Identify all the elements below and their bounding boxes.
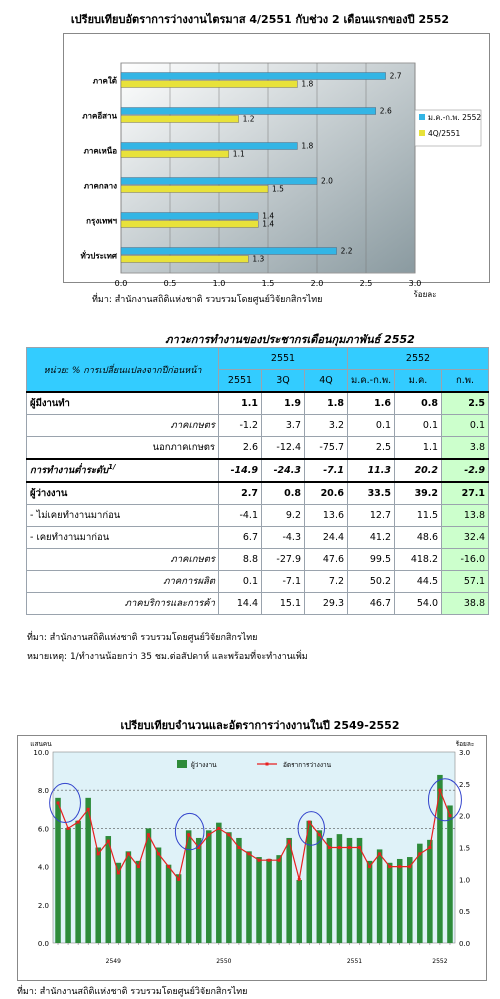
chart1-horizontal-bar-chart — [63, 33, 490, 299]
x-tick-label: 1.0 — [212, 279, 226, 288]
table-cell: 0.1 — [395, 415, 442, 437]
bar — [156, 848, 162, 944]
table-cell: -4.3 — [262, 527, 305, 549]
col-header: ก.พ. — [442, 370, 489, 393]
footnote-marker: 1/ — [108, 462, 116, 471]
row-label: ภาคการผลิต — [27, 571, 219, 593]
bar-value-label: 1.1 — [232, 149, 245, 159]
table-row — [27, 549, 489, 571]
category-label: กรุงเทพฯ — [86, 216, 117, 226]
legend-swatch — [177, 760, 187, 768]
line-point — [227, 833, 230, 836]
col-header: 2551 — [219, 370, 262, 393]
left-tick-label: 4.0 — [37, 863, 49, 872]
table-cell: 14.4 — [219, 593, 262, 615]
bar — [121, 178, 317, 185]
category-label: ภาคใต้ — [92, 76, 117, 86]
bar — [121, 81, 297, 88]
line-point — [107, 840, 110, 843]
category-label: ภาคกลาง — [83, 181, 117, 191]
line-point — [388, 865, 391, 868]
bar — [447, 805, 453, 943]
bar — [196, 838, 202, 943]
row-label: นอกภาคเกษตร — [27, 437, 219, 460]
line-point — [247, 852, 250, 855]
year-label: 2552 — [432, 958, 448, 965]
row-label: การทำงานต่ำระดับ$^{1/}$ — [27, 459, 219, 482]
legend-swatch — [419, 130, 425, 136]
bar — [166, 865, 172, 943]
table-cell: 6.7 — [219, 527, 262, 549]
table-cell: -7.1 — [262, 571, 305, 593]
bar — [276, 855, 282, 943]
table-cell: 50.2 — [348, 571, 395, 593]
table-cell: 32.4 — [442, 527, 489, 549]
year-2551-header: 2551 — [219, 348, 348, 370]
table-row — [27, 459, 489, 482]
left-tick-label: 6.0 — [37, 825, 49, 834]
line-point — [177, 878, 180, 881]
table-cell: 29.3 — [305, 593, 348, 615]
row-label: ภาคบริการและการค้า — [27, 593, 219, 615]
col-header: ม.ค.-ก.พ. — [348, 370, 395, 393]
table-cell: -75.7 — [305, 437, 348, 460]
right-tick-label: 3.0 — [459, 749, 471, 757]
table-title: ภาวะการทำงานของประชากรเดือนกุมภาพันธ์ 2552 — [165, 333, 415, 346]
legend-label: 4Q/2551 — [428, 129, 461, 138]
table-row — [27, 505, 489, 527]
bar-value-label: 1.5 — [272, 184, 284, 194]
line-point — [258, 859, 261, 862]
line-point — [358, 846, 361, 849]
left-tick-label: 10.0 — [33, 749, 49, 757]
bar — [226, 832, 232, 943]
line-point — [87, 808, 90, 811]
table-cell: 46.7 — [348, 593, 395, 615]
line-point — [418, 852, 421, 855]
row-label: - ไม่เคยทำงานมาก่อน — [27, 505, 219, 527]
table-cell: 0.1 — [219, 571, 262, 593]
legend-marker — [266, 763, 269, 766]
bar-value-label: 1.4 — [262, 211, 275, 221]
table-cell: 1.1 — [219, 392, 262, 415]
table-cell: -2.9 — [442, 459, 489, 482]
bar — [116, 863, 122, 943]
right-axis-label: ร้อยละ — [455, 740, 475, 748]
left-tick-label: 8.0 — [37, 787, 49, 796]
right-tick-label: 0.5 — [459, 908, 471, 917]
line-point — [298, 878, 301, 881]
table-cell: 12.7 — [348, 505, 395, 527]
year-label: 2549 — [105, 958, 121, 965]
left-tick-label: 0.0 — [37, 940, 49, 948]
x-tick-label: 1.5 — [261, 279, 275, 288]
bar — [126, 851, 132, 943]
bar — [417, 844, 423, 943]
table-cell: 39.2 — [395, 482, 442, 505]
legend-label: อัตราการว่างงาน — [283, 761, 332, 769]
table-cell: 13.8 — [442, 505, 489, 527]
table-cell: -7.1 — [305, 459, 348, 482]
bar — [286, 838, 292, 943]
bar — [176, 874, 182, 943]
table-row — [27, 482, 489, 505]
bar — [121, 108, 376, 115]
table-cell: 8.8 — [219, 549, 262, 571]
table-cell: 99.5 — [348, 549, 395, 571]
table-row — [27, 527, 489, 549]
line-point — [187, 833, 190, 836]
bar — [146, 828, 152, 943]
line-point — [77, 821, 80, 824]
table-row — [27, 415, 489, 437]
bar — [307, 821, 313, 943]
table-cell: 0.1 — [442, 415, 489, 437]
x-axis-label: ร้อยละ — [413, 290, 437, 299]
table-cell: 7.2 — [305, 571, 348, 593]
bar — [327, 838, 333, 943]
bar — [121, 186, 268, 193]
row-label: ผู้ว่างงาน — [27, 482, 219, 505]
table-cell: 24.4 — [305, 527, 348, 549]
table-cell: 13.6 — [305, 505, 348, 527]
table-cell: 2.5 — [348, 437, 395, 460]
table-cell: -12.4 — [262, 437, 305, 460]
bar — [367, 861, 373, 943]
bar — [427, 840, 433, 943]
legend-label: ผู้ว่างงาน — [191, 761, 217, 769]
right-tick-label: 1.0 — [459, 876, 471, 885]
line-point — [408, 865, 411, 868]
table-cell: 15.1 — [262, 593, 305, 615]
chart2-combo-chart — [17, 735, 487, 981]
bar — [65, 828, 71, 943]
table-cell: 48.6 — [395, 527, 442, 549]
bar-value-label: 2.0 — [321, 176, 333, 186]
row-label: ภาคเกษตร — [27, 415, 219, 437]
right-tick-label: 2.5 — [459, 780, 471, 789]
bar — [387, 863, 393, 943]
bar — [121, 73, 386, 80]
table-cell: 44.5 — [395, 571, 442, 593]
table-cell: 0.1 — [348, 415, 395, 437]
line-point — [288, 840, 291, 843]
table-note: หมายเหตุ: 1/ทำงานน้อยกว่า 35 ชม.ต่อสัปดาห์ และพร้อมที่จะทำงานเพิ่ม — [27, 652, 308, 662]
bar — [95, 848, 101, 944]
line-point — [137, 865, 140, 868]
line-point — [368, 865, 371, 868]
bar-value-label: 1.3 — [252, 254, 265, 264]
bar — [377, 849, 383, 943]
line-point — [318, 833, 321, 836]
bar — [256, 857, 262, 943]
x-tick-label: 3.0 — [408, 279, 422, 288]
table-cell: 11.5 — [395, 505, 442, 527]
table-cell: 54.0 — [395, 593, 442, 615]
bar — [121, 116, 239, 123]
table-cell: 2.7 — [219, 482, 262, 505]
table-cell: 38.8 — [442, 593, 489, 615]
plot-area — [53, 752, 455, 943]
bar — [121, 143, 297, 150]
left-axis-label: แสนคน — [30, 740, 52, 748]
line-point — [348, 846, 351, 849]
bar — [266, 859, 272, 943]
line-point — [378, 852, 381, 855]
table-cell: 0.8 — [395, 392, 442, 415]
bar — [121, 213, 258, 220]
x-tick-label: 2.0 — [310, 279, 324, 288]
line-point — [127, 852, 130, 855]
bar — [246, 851, 252, 943]
x-tick-label: 2.5 — [359, 279, 373, 288]
bar — [216, 823, 222, 943]
chart1-source: ที่มา: สำนักงานสถิติแห่งชาติ รวบรวมโดยศูนย์วิจัยกสิกรไทย — [92, 295, 323, 305]
bar-value-label: 1.4 — [262, 219, 275, 229]
bar-value-label: 1.8 — [301, 141, 314, 151]
table-cell: 3.8 — [442, 437, 489, 460]
right-tick-label: 2.0 — [459, 812, 471, 821]
bar — [296, 880, 302, 943]
table-cell: -14.9 — [219, 459, 262, 482]
bar — [337, 834, 343, 943]
bar — [236, 838, 242, 943]
x-tick-label: 0.5 — [163, 279, 177, 288]
year-label: 2551 — [346, 958, 363, 965]
x-tick-label: 0.0 — [114, 279, 128, 288]
bar — [121, 256, 248, 263]
table-cell: 11.3 — [348, 459, 395, 482]
bar-value-label: 2.2 — [340, 246, 353, 256]
table-cell: 418.2 — [395, 549, 442, 571]
bar — [347, 838, 353, 943]
year-2552-header: 2552 — [348, 348, 489, 370]
table-cell: 1.8 — [305, 392, 348, 415]
line-point — [328, 846, 331, 849]
legend-label: ม.ค.-ก.พ. 2552 — [428, 113, 482, 122]
table-cell: 2.6 — [219, 437, 262, 460]
bar — [121, 248, 337, 255]
table-cell: 20.2 — [395, 459, 442, 482]
bar — [136, 861, 142, 943]
chart2-source: ที่มา: สำนักงานสถิติแห่งชาติ รวบรวมโดยศูนย์วิจัยกสิกรไทย — [17, 987, 248, 997]
bar — [206, 830, 212, 943]
table-row — [27, 392, 489, 415]
row-label: - เคยทำงานมาก่อน — [27, 527, 219, 549]
col-header: ม.ค. — [395, 370, 442, 393]
line-point — [147, 833, 150, 836]
line-point — [157, 852, 160, 855]
bar — [121, 151, 229, 158]
col-header: 4Q — [305, 370, 348, 393]
year-label: 2550 — [216, 958, 232, 965]
table-cell: 1.1 — [395, 437, 442, 460]
table-row — [27, 593, 489, 615]
table-cell: -4.1 — [219, 505, 262, 527]
line-point — [308, 821, 311, 824]
bar — [55, 798, 61, 943]
bar-value-label: 2.6 — [379, 106, 392, 116]
table-cell: -16.0 — [442, 549, 489, 571]
line-point — [207, 833, 210, 836]
category-label: ภาคเหนือ — [83, 146, 117, 156]
table-cell: 20.6 — [305, 482, 348, 505]
table-cell: 1.6 — [348, 392, 395, 415]
col-header: 3Q — [262, 370, 305, 393]
bar — [407, 857, 413, 943]
table-row — [27, 571, 489, 593]
bar — [121, 221, 258, 228]
bar-value-label: 2.7 — [389, 71, 402, 81]
line-point — [398, 865, 401, 868]
table-cell: 57.1 — [442, 571, 489, 593]
bar — [317, 830, 323, 943]
chart1-title: เปรียบเทียบอัตราการว่างงานไตรมาส 4/2551 กับช่วง 2 เดือนแรกของปี 2552 — [70, 13, 450, 26]
line-point — [237, 846, 240, 849]
employment-table — [26, 347, 489, 615]
line-point — [428, 846, 431, 849]
line-point — [217, 827, 220, 830]
line-point — [57, 801, 60, 804]
category-label: ภาคอีสาน — [82, 111, 117, 121]
table-cell: 3.2 — [305, 415, 348, 437]
table-cell: 33.5 — [348, 482, 395, 505]
table-cell: -1.2 — [219, 415, 262, 437]
table-row — [27, 437, 489, 460]
bar-value-label: 1.8 — [301, 79, 314, 89]
row-label: ผู้มีงานทำ — [27, 392, 219, 415]
right-tick-label: 0.0 — [459, 940, 471, 948]
bar — [357, 838, 363, 943]
table-cell: 47.6 — [305, 549, 348, 571]
line-point — [438, 789, 441, 792]
legend-swatch — [419, 114, 425, 120]
bar — [106, 836, 112, 943]
bar-value-label: 1.2 — [242, 114, 255, 124]
row-label: ภาคเกษตร — [27, 549, 219, 571]
bar — [186, 830, 192, 943]
table-source: ที่มา: สำนักงานสถิติแห่งชาติ รวบรวมโดยศูนย์วิจัยกสิกรไทย — [27, 633, 258, 643]
line-point — [268, 859, 271, 862]
line-point — [67, 827, 70, 830]
line-point — [117, 871, 120, 874]
line-point — [338, 846, 341, 849]
table-cell: -27.9 — [262, 549, 305, 571]
table-cell: 2.5 — [442, 392, 489, 415]
table-cell: 3.7 — [262, 415, 305, 437]
chart2-title: เปรียบเทียบจำนวนและอัตราการว่างงานในปี 2549-2552 — [120, 719, 400, 732]
bar — [75, 821, 81, 943]
table-cell: 0.8 — [262, 482, 305, 505]
bar — [397, 859, 403, 943]
line-point — [97, 852, 100, 855]
left-tick-label: 2.0 — [37, 901, 49, 910]
category-label: ทั่วประเทศ — [80, 251, 117, 261]
table-cell: 41.2 — [348, 527, 395, 549]
line-point — [448, 814, 451, 817]
line-point — [278, 859, 281, 862]
table-cell: 1.9 — [262, 392, 305, 415]
table-cell: 9.2 — [262, 505, 305, 527]
unit-label: หน่วย: % การเปลี่ยนแปลงจากปีก่อนหน้า — [27, 348, 219, 393]
table-cell: -24.3 — [262, 459, 305, 482]
right-tick-label: 1.5 — [459, 844, 471, 853]
table-cell: 27.1 — [442, 482, 489, 505]
line-point — [167, 865, 170, 868]
